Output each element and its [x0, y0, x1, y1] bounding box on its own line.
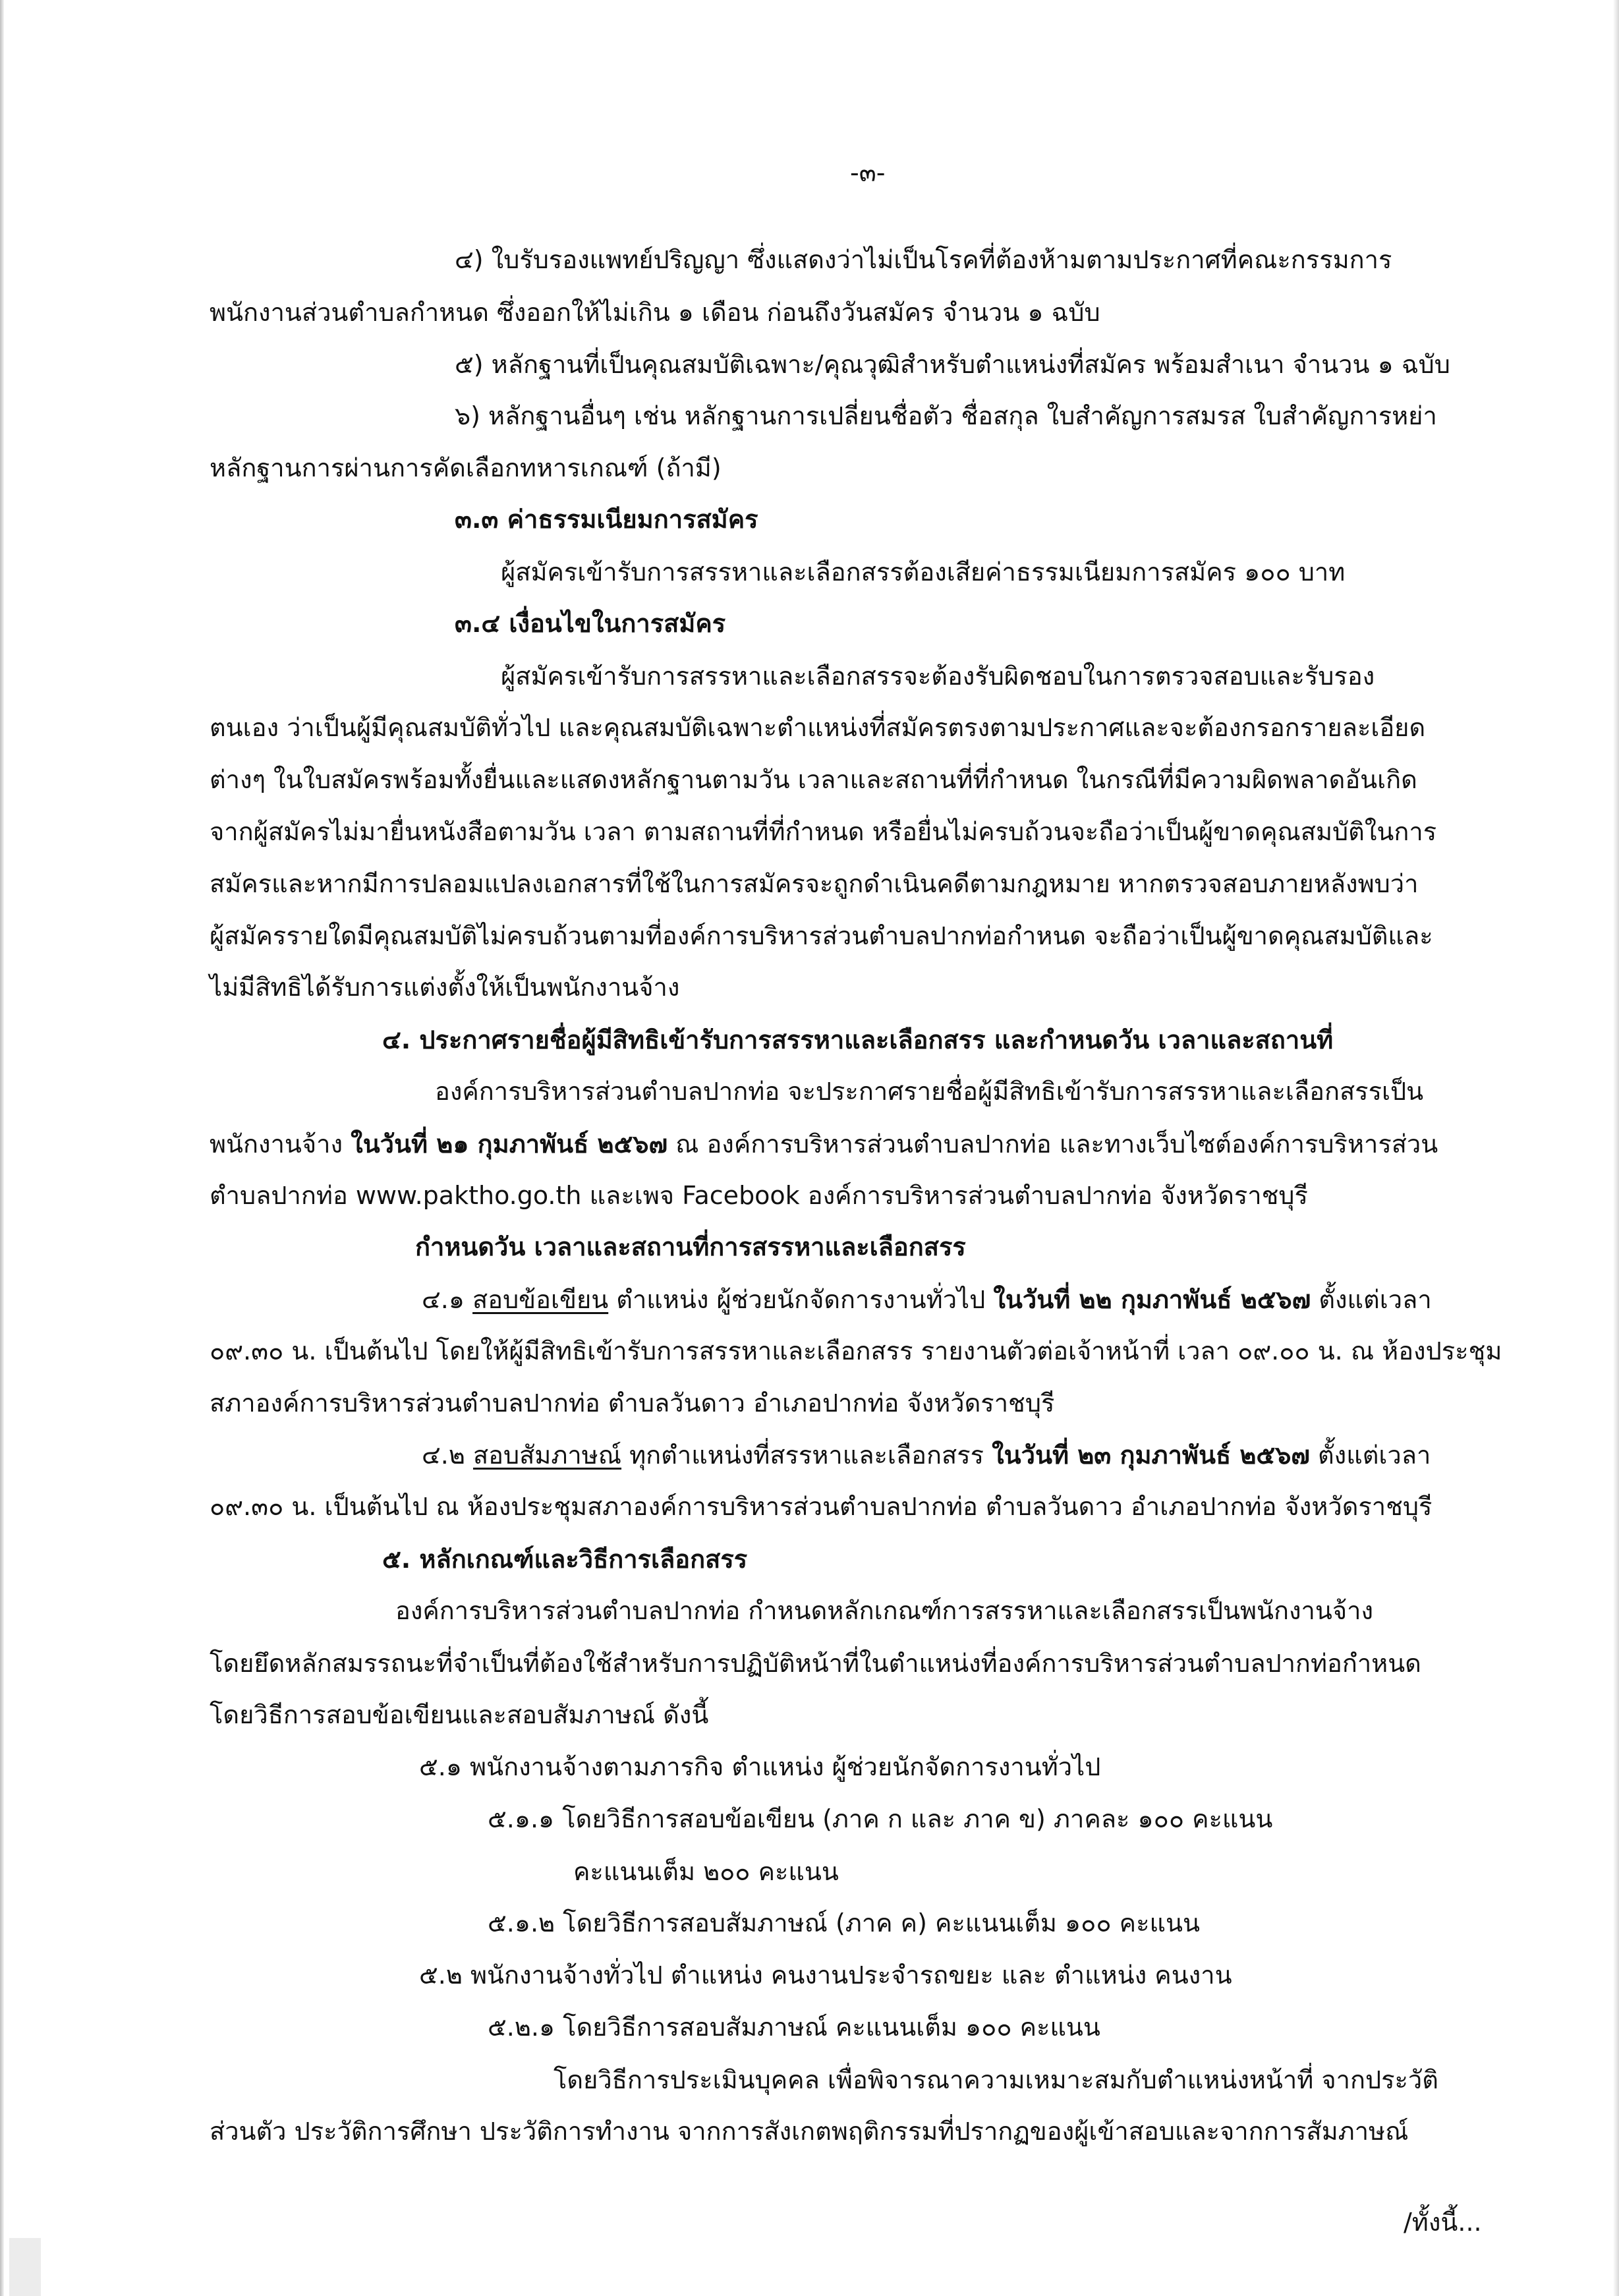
scan-left-edge [0, 0, 4, 2296]
section-3-4-line: ไม่มีสิทธิได้รับการแต่งตั้งให้เป็นพนักงานจ้าง [210, 973, 680, 1002]
written-exam-date: ในวันที่ ๒๒ กุมภาพันธ์ ๒๕๖๗ [993, 1285, 1311, 1314]
section-5-2-1: ๕.๒.๑ โดยวิธีการสอบสัมภาษณ์ คะแนนเต็ม ๑๐๐ คะแนน [488, 2013, 1100, 2042]
section-4-paragraph-line3: ตำบลปากท่อ www.paktho.go.th และเพจ Facebook องค์การบริหารส่วนตำบลปากท่อ จังหวัดราชบุรี [210, 1181, 1308, 1210]
scan-right-edge [1613, 0, 1619, 2296]
continuation-marker: /ทั้งนี้... [1404, 2208, 1482, 2237]
written-exam-label: สอบข้อเขียน [472, 1285, 609, 1314]
section-4-1-line3: สภาองค์การบริหารส่วนตำบลปากท่อ ตำบลวันดาว อำเภอปากท่อ จังหวัดราชบุรี [210, 1389, 1055, 1418]
section-3-4-line: ตนเอง ว่าเป็นผู้มีคุณสมบัติทั่วไป และคุณสมบัติเฉพาะตำแหน่งที่สมัครตรงตามประกาศและจะต้องกรอกรายละเอียด [210, 713, 1426, 742]
section-4-heading: ๔. ประกาศรายชื่อผู้มีสิทธิเข้ารับการสรรหาและเลือกสรร และกำหนดวัน เวลาและสถานที่ [382, 1025, 1334, 1054]
section-4-1-line2: ๐๙.๓๐ น. เป็นต้นไป โดยให้ผู้มีสิทธิเข้ารับการสรรหาและเลือกสรร รายงานตัวต่อเจ้าหน้าที่ เวลา ๐๙.๐๐ น. ณ ห้องประชุม [210, 1336, 1502, 1365]
section-3-4-line: สมัครและหากมีการปลอมแปลงเอกสารที่ใช้ในการสมัครจะถูกดำเนินคดีตามกฎหมาย หากตรวจสอบภายหลังพบว่า [210, 869, 1419, 898]
section-5-paragraph-2-line2: ส่วนตัว ประวัติการศึกษา ประวัติการทำงาน จากการสังเกตพฤติกรรมที่ปรากฏของผู้เข้าสอบและจากการสัมภาษณ์ [210, 2117, 1409, 2146]
section-3-4-line: ผู้สมัครเข้ารับการสรรหาและเลือกสรรจะต้องรับผิดชอบในการตรวจสอบและรับรอง [501, 662, 1375, 691]
section-5-1: ๕.๑ พนักงานจ้างตามภารกิจ ตำแหน่ง ผู้ช่วยนักจัดการงานทั่วไป [419, 1752, 1101, 1781]
section-5-paragraph-line2: โดยยึดหลักสมรรถนะที่จำเป็นที่ต้องใช้สำหรับการปฏิบัติหน้าที่ในตำแหน่งที่องค์การบริหารส่วนตำบลปากท่อกำหนด [210, 1649, 1421, 1678]
section-3-4-line: ผู้สมัครรายใดมีคุณสมบัติไม่ครบถ้วนตามที่องค์การบริหารส่วนตำบลปากท่อกำหนด จะถือว่าเป็นผู้ขาดคุณสมบัติและ [210, 921, 1433, 950]
section-5-1-1-line2: คะแนนเต็ม ๒๐๐ คะแนน [573, 1857, 839, 1886]
scan-artifact [9, 2238, 41, 2296]
section-4-paragraph-line2: พนักงานจ้าง ในวันที่ ๒๑ กุมภาพันธ์ ๒๕๖๗ ณ องค์การบริหารส่วนตำบลปากท่อ และทางเว็บไซต์องค์การบริหารส่วน [210, 1130, 1438, 1159]
doc-item-4-line2: พนักงานส่วนตำบลกำหนด ซึ่งออกให้ไม่เกิน ๑ เดือน ก่อนถึงวันสมัคร จำนวน ๑ ฉบับ [210, 298, 1100, 327]
section-4-1-line1: ๔.๑ สอบข้อเขียน ตำแหน่ง ผู้ช่วยนักจัดการงานทั่วไป ในวันที่ ๒๒ กุมภาพันธ์ ๒๕๖๗ ตั้งแต่เวลา [422, 1285, 1432, 1314]
section-3-4-heading: ๓.๔ เงื่อนไขในการสมัคร [455, 609, 726, 638]
section-5-paragraph: องค์การบริหารส่วนตำบลปากท่อ กำหนดหลักเกณฑ์การสรรหาและเลือกสรรเป็นพนักงานจ้าง [395, 1596, 1374, 1625]
doc-item-4-line1: ๔) ใบรับรองแพทย์ปริญญา ซึ่งแสดงว่าไม่เป็นโรคที่ต้องห้ามตามประกาศที่คณะกรรมการ [455, 245, 1392, 274]
section-5-2: ๕.๒ พนักงานจ้างทั่วไป ตำแหน่ง คนงานประจำรถขยะ และ ตำแหน่ง คนงาน [419, 1961, 1232, 1990]
announce-date: ในวันที่ ๒๑ กุมภาพันธ์ ๒๕๖๗ [351, 1130, 668, 1159]
section-4-2-line2: ๐๙.๓๐ น. เป็นต้นไป ณ ห้องประชุมสภาองค์การบริหารส่วนตำบลปากท่อ ตำบลวันดาว อำเภอปากท่อ จังหวัดราชบุรี [210, 1492, 1433, 1521]
interview-label: สอบสัมภาษณ์ [472, 1441, 622, 1470]
section-4-2-line1: ๔.๒ สอบสัมภาษณ์ ทุกตำแหน่งที่สรรหาและเลือกสรร ในวันที่ ๒๓ กุมภาพันธ์ ๒๕๖๗ ตั้งแต่เวลา [422, 1441, 1431, 1470]
doc-item-6-line2: หลักฐานการผ่านการคัดเลือกทหารเกณฑ์ (ถ้ามี) [210, 453, 722, 482]
doc-item-5: ๕) หลักฐานที่เป็นคุณสมบัติเฉพาะ/คุณวุฒิสำหรับตำแหน่งที่สมัคร พร้อมสำเนา จำนวน ๑ ฉบับ [455, 350, 1450, 379]
section-3-3-text: ผู้สมัครเข้ารับการสรรหาและเลือกสรรต้องเสียค่าธรรมเนียมการสมัคร ๑๐๐ บาท [501, 558, 1346, 587]
doc-item-6-line1: ๖) หลักฐานอื่นๆ เช่น หลักฐานการเปลี่ยนชื่อตัว ชื่อสกุล ใบสำคัญการสมรส ใบสำคัญการหย่า [455, 401, 1437, 430]
section-5-paragraph-2: โดยวิธีการประเมินบุคคล เพื่อพิจารณาความเหมาะสมกับตำแหน่งหน้าที่ จากประวัติ [554, 2065, 1438, 2094]
section-4-paragraph: องค์การบริหารส่วนตำบลปากท่อ จะประกาศรายชื่อผู้มีสิทธิเข้ารับการสรรหาและเลือกสรรเป็น [435, 1077, 1424, 1106]
section-5-1-2: ๕.๑.๒ โดยวิธีการสอบสัมภาษณ์ (ภาค ค) คะแนนเต็ม ๑๐๐ คะแนน [488, 1909, 1200, 1937]
schedule-subheading: กำหนดวัน เวลาและสถานที่การสรรหาและเลือกสรร [415, 1232, 966, 1261]
page-number: -๓- [850, 158, 886, 187]
section-3-4-line: ต่างๆ ในใบสมัครพร้อมทั้งยื่นและแสดงหลักฐานตามวัน เวลาและสถานที่ที่กำหนด ในกรณีที่มีความผิดพลาดอันเกิด [210, 765, 1417, 794]
section-5-1-1-line1: ๕.๑.๑ โดยวิธีการสอบข้อเขียน (ภาค ก และ ภาค ข) ภาคละ ๑๐๐ คะแนน [488, 1804, 1273, 1833]
section-3-4-line: จากผู้สมัครไม่มายื่นหนังสือตามวัน เวลา ตามสถานที่ที่กำหนด หรือยื่นไม่ครบถ้วนจะถือว่าเป็นผู้ขาดคุณสมบัติในการ [210, 817, 1437, 846]
section-5-heading: ๕. หลักเกณฑ์และวิธีการเลือกสรร [382, 1545, 748, 1574]
interview-date: ในวันที่ ๒๓ กุมภาพันธ์ ๒๕๖๗ [992, 1441, 1310, 1470]
section-3-3-heading: ๓.๓ ค่าธรรมเนียมการสมัคร [455, 505, 758, 534]
section-5-paragraph-line3: โดยวิธีการสอบข้อเขียนและสอบสัมภาษณ์ ดังนี้ [210, 1700, 709, 1729]
